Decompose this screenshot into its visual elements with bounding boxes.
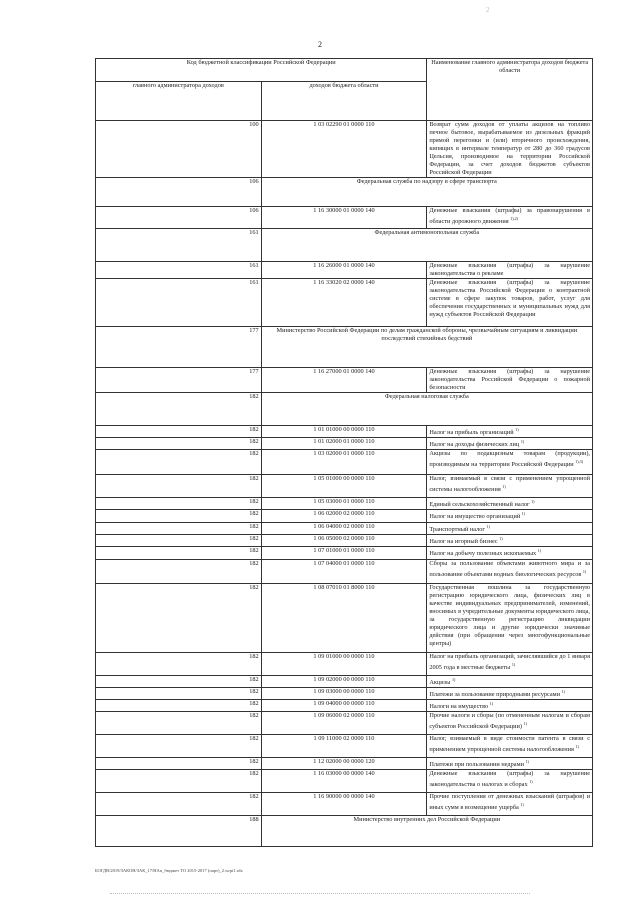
section-title: Министерство Российской Федерации по делам гражданской обороны, чрезвычайным ситуациям и ликвидации последствий стихийных бедствий	[261, 327, 592, 368]
income-code-cell: 1 16 03000 00 0000 140	[261, 769, 427, 792]
table-row	[96, 121, 593, 178]
admin-code-cell: 182	[96, 523, 262, 535]
admin-code-cell: 182	[96, 583, 262, 652]
admin-code-cell: 182	[96, 475, 262, 498]
income-code-cell: 1 03 02290 01 0000 110	[261, 121, 427, 178]
income-name-cell	[427, 438, 593, 450]
income-name-cell	[427, 675, 593, 687]
admin-code-cell: 182	[96, 535, 262, 547]
income-name-text: Прочие поступления от денежных взысканий (штрафов) и иных сумм в возмещение ущерба	[429, 792, 590, 812]
admin-code-cell: 161	[96, 279, 262, 327]
income-code-cell: 1 09 03000 00 0000 110	[261, 687, 427, 699]
income-name-text: Государственная пошлина за государственную регистрацию юридического лица, физических лиц в качестве индивидуальных предпринимателей, изменений, вносимых в учредительные документы юридического лица, за государственную регистрацию ликвидации юридического лица и другие юридически значимые действия (при обращении через многофункциональные центры)	[429, 583, 590, 647]
income-code-cell: 1 06 04000 02 0000 110	[261, 523, 427, 535]
footnote-marker: 1)	[531, 499, 535, 505]
name-column-header: Наименование главного администратора доходов бюджета области	[427, 59, 593, 121]
income-name-cell	[427, 498, 593, 510]
section-row	[96, 178, 593, 207]
income-code-cell: 1 07 04000 01 0000 110	[261, 559, 427, 583]
footnote-marker: 1)	[561, 688, 565, 694]
income-name-text: Налог на игорный бизнес	[429, 538, 498, 546]
income-name-cell	[427, 510, 593, 523]
table-row	[96, 687, 593, 699]
section-row	[96, 327, 593, 368]
footnote-marker: 1)	[537, 548, 542, 554]
income-name-text: Сборы за пользование объектами животного мира и за пользование объектами водных биологических ресурсов	[429, 559, 590, 578]
table-row	[96, 792, 593, 815]
page-number: 2	[318, 40, 322, 49]
table-row	[96, 279, 593, 327]
admin-code-cell: 161	[96, 262, 262, 279]
income-code-cell: 1 07 01000 01 0000 110	[261, 547, 427, 559]
admin-code-cell: 182	[96, 675, 262, 687]
income-name-cell	[427, 559, 593, 583]
income-name-cell	[427, 652, 593, 675]
header-row-top	[96, 59, 593, 82]
income-name-cell	[427, 426, 593, 438]
income-name-cell	[427, 535, 593, 547]
section-title: Федеральная налоговая служба	[261, 393, 592, 426]
footnote-marker: 1)	[489, 700, 494, 706]
budget-classification-table	[95, 58, 593, 847]
income-name-text: Акцизы по подакцизным товарам (продукции), производимым на территории Российской Федерации	[429, 450, 590, 469]
footnote-marker: 1),3)	[575, 459, 583, 465]
income-name-cell	[427, 547, 593, 559]
income-code-cell: 1 06 02000 02 0000 110	[261, 510, 427, 523]
section-title: Федеральная служба по надзору в сфере транспорта	[261, 178, 592, 207]
admin-code-cell: 106	[96, 178, 262, 207]
income-code-cell: 1 06 05000 02 0000 110	[261, 535, 427, 547]
footnote-marker: 1)	[529, 778, 533, 784]
income-name-cell	[427, 792, 593, 815]
admin-code-cell: 177	[96, 327, 262, 368]
footnote-marker: 1)	[486, 524, 490, 530]
income-code-cell: 1 01 01000 00 0000 110	[261, 426, 427, 438]
footer-path: БОГДВ/2019/ЗАКОН/ЗАК_17/НАп_бюджет ТО 2015-2017 (парт)_2.wrpt1.rdx	[95, 868, 243, 873]
income-name-text: Налог, взимаемый в связи с применением упрощенной системы налогообложения	[429, 475, 590, 494]
section-title: Министерство внутренних дел Российской Федерации	[261, 815, 592, 846]
income-code-cell: 1 05 01000 00 0000 110	[261, 475, 427, 498]
income-name-cell	[427, 699, 593, 711]
table-row	[96, 559, 593, 583]
admin-code-cell: 182	[96, 711, 262, 734]
income-name-text: Налог на прибыль организаций, зачислявшийся до 1 января 2005 года в местные бюджеты	[429, 652, 590, 671]
income-name-text: Прочие налоги и сборы (по отмененным налогам и сборам субъектов Российской Федерации)	[429, 711, 590, 730]
scan-noise-line	[110, 893, 530, 895]
footnote-marker: 1)	[521, 511, 526, 517]
income-name-text: Денежные взыскания (штрафы) за нарушение законодательства о налогах и сборах	[429, 769, 590, 789]
admin-code-cell: 182	[96, 757, 262, 769]
income-code-cell: 1 09 04000 00 0000 110	[261, 699, 427, 711]
table-row	[96, 734, 593, 757]
income-code-cell: 1 16 90000 00 0000 140	[261, 792, 427, 815]
income-name-cell	[427, 711, 593, 734]
income-name-text: Денежные взыскания (штрафы) за нарушение законодательства о рекламе	[429, 262, 590, 277]
income-name-text: Единый сельскохозяйственный налог	[429, 501, 530, 509]
section-title: Федеральная антимонопольная служба	[261, 229, 592, 262]
admin-code-cell: 182	[96, 699, 262, 711]
table-row	[96, 711, 593, 734]
section-row	[96, 393, 593, 426]
income-name-text: Транспортный налог	[429, 526, 486, 534]
income-name-text: Платежи при пользовании недрами	[429, 760, 524, 768]
admin-code-cell: 106	[96, 207, 262, 229]
income-column-header: доходов бюджета области	[261, 82, 427, 121]
income-code-cell: 1 16 33020 02 0000 140	[261, 279, 427, 327]
admin-column-header: главного администратора доходов	[96, 82, 262, 121]
footnote-marker: 1)	[499, 536, 503, 542]
footnote-marker: 1)	[511, 661, 516, 667]
income-name-text: Денежные взыскания (штрафы) за нарушение законодательства Российской Федерации о пожарной безопасности	[429, 368, 590, 391]
income-code-cell: 1 12 02000 00 0000 120	[261, 757, 427, 769]
corner-mark: 2	[486, 6, 490, 14]
table-row	[96, 769, 593, 792]
admin-code-cell: 182	[96, 734, 262, 757]
admin-code-cell: 100	[96, 121, 262, 178]
income-name-cell	[427, 687, 593, 699]
income-name-cell	[427, 757, 593, 769]
footnote-marker: 1)	[515, 427, 519, 432]
income-name-text: Налог на доходы физических лиц	[429, 441, 520, 449]
admin-code-cell: 182	[96, 510, 262, 523]
table-row	[96, 368, 593, 393]
footnote-marker: 1)	[523, 720, 527, 726]
income-name-cell	[427, 523, 593, 535]
income-name-text: Налог, взимаемый в виде стоимости патента в связи с применением упрощенной системы налогообложения	[429, 734, 590, 753]
income-code-cell: 1 16 30000 01 0000 140	[261, 207, 427, 229]
income-name-cell	[427, 450, 593, 475]
table-row	[96, 438, 593, 450]
table-row	[96, 583, 593, 652]
income-name-text: Денежные взыскания (штрафы) за нарушение законодательства Российской Федерации о контрактной системе в сфере закупок товаров, работ, услуг для обеспечения государственных и муниципальных нужд для нужд субъектов Российской Федерации	[429, 279, 590, 318]
footnote-marker: 1)	[502, 484, 506, 490]
income-code-cell: 1 16 26000 01 0000 140	[261, 262, 427, 279]
income-code-cell: 1 09 11000 02 0000 110	[261, 734, 427, 757]
table-row	[96, 675, 593, 687]
income-code-cell: 1 01 02000 01 0000 110	[261, 438, 427, 450]
income-code-cell: 1 03 02000 01 0000 110	[261, 450, 427, 475]
admin-code-cell: 182	[96, 687, 262, 699]
income-name-cell	[427, 769, 593, 792]
table-row	[96, 498, 593, 510]
admin-code-cell: 182	[96, 498, 262, 510]
footnote-marker: 1)	[582, 568, 587, 574]
admin-code-cell: 182	[96, 393, 262, 426]
footnote-marker: 1)	[451, 676, 456, 682]
income-name-cell	[427, 734, 593, 757]
section-row	[96, 815, 593, 846]
table-row	[96, 699, 593, 711]
admin-code-cell: 188	[96, 815, 262, 846]
income-name-cell	[427, 368, 593, 393]
table-row	[96, 426, 593, 438]
income-code-cell: 1 09 01000 00 0000 110	[261, 652, 427, 675]
income-code-cell: 1 16 27000 01 0000 140	[261, 368, 427, 393]
income-name-cell	[427, 207, 593, 229]
admin-code-cell: 161	[96, 229, 262, 262]
income-code-cell: 1 09 06000 02 0000 110	[261, 711, 427, 734]
table-row	[96, 535, 593, 547]
table-row	[96, 523, 593, 535]
table-row	[96, 757, 593, 769]
income-name-text: Денежные взыскания (штрафы) за правонарушения в области дорожного движения	[429, 207, 590, 226]
footnote-marker: 1)	[520, 801, 524, 807]
admin-code-cell: 182	[96, 438, 262, 450]
income-name-cell	[427, 583, 593, 652]
income-name-text: Платежи за пользование природными ресурсами	[429, 690, 561, 698]
admin-code-cell: 182	[96, 450, 262, 475]
admin-code-cell: 182	[96, 769, 262, 792]
code-group-header: Код бюджетной классификации Российской Федерации	[96, 59, 427, 82]
income-name-text: Налог на прибыль организаций	[429, 429, 514, 437]
table-row	[96, 207, 593, 229]
income-name-cell	[427, 279, 593, 327]
footnote-marker: 1)	[520, 439, 525, 445]
footnote-marker: 1)	[575, 743, 579, 749]
income-code-cell: 1 05 03000 01 0000 110	[261, 498, 427, 510]
income-name-cell	[427, 262, 593, 279]
table-row	[96, 450, 593, 475]
income-name-text: Налог на добычу полезных ископаемых	[429, 550, 537, 558]
income-name-text: Налоги на имущество	[429, 702, 489, 710]
footnote-marker: 1),2)	[510, 216, 518, 221]
income-name-text: Возврат сумм доходов от уплаты акцизов на топливо печное бытовое, вырабатываемое из дизельных фракций прямой перегонки и (или) вторичного происхождения, кипящих в интервале температур от 280 до 360 градусов Цельсия, производимое на территории Российской Федерации, за счет доходов бюджетов субъектов Российской Федерации	[429, 121, 590, 176]
footnote-marker: 1)	[525, 758, 529, 764]
admin-code-cell: 182	[96, 426, 262, 438]
income-name-cell	[427, 475, 593, 498]
admin-code-cell: 182	[96, 792, 262, 815]
section-row	[96, 229, 593, 262]
income-name-text: Акцизы	[429, 678, 451, 686]
income-code-cell: 1 08 07010 01 8000 110	[261, 583, 427, 652]
admin-code-cell: 182	[96, 559, 262, 583]
income-name-text: Налог на имущество организаций	[429, 513, 521, 521]
table-row	[96, 652, 593, 675]
admin-code-cell: 177	[96, 368, 262, 393]
table-row	[96, 475, 593, 498]
table-row	[96, 510, 593, 523]
income-code-cell: 1 09 02000 00 0000 110	[261, 675, 427, 687]
admin-code-cell: 182	[96, 547, 262, 559]
admin-code-cell: 182	[96, 652, 262, 675]
table-row	[96, 547, 593, 559]
income-name-cell	[427, 121, 593, 178]
table-row	[96, 262, 593, 279]
